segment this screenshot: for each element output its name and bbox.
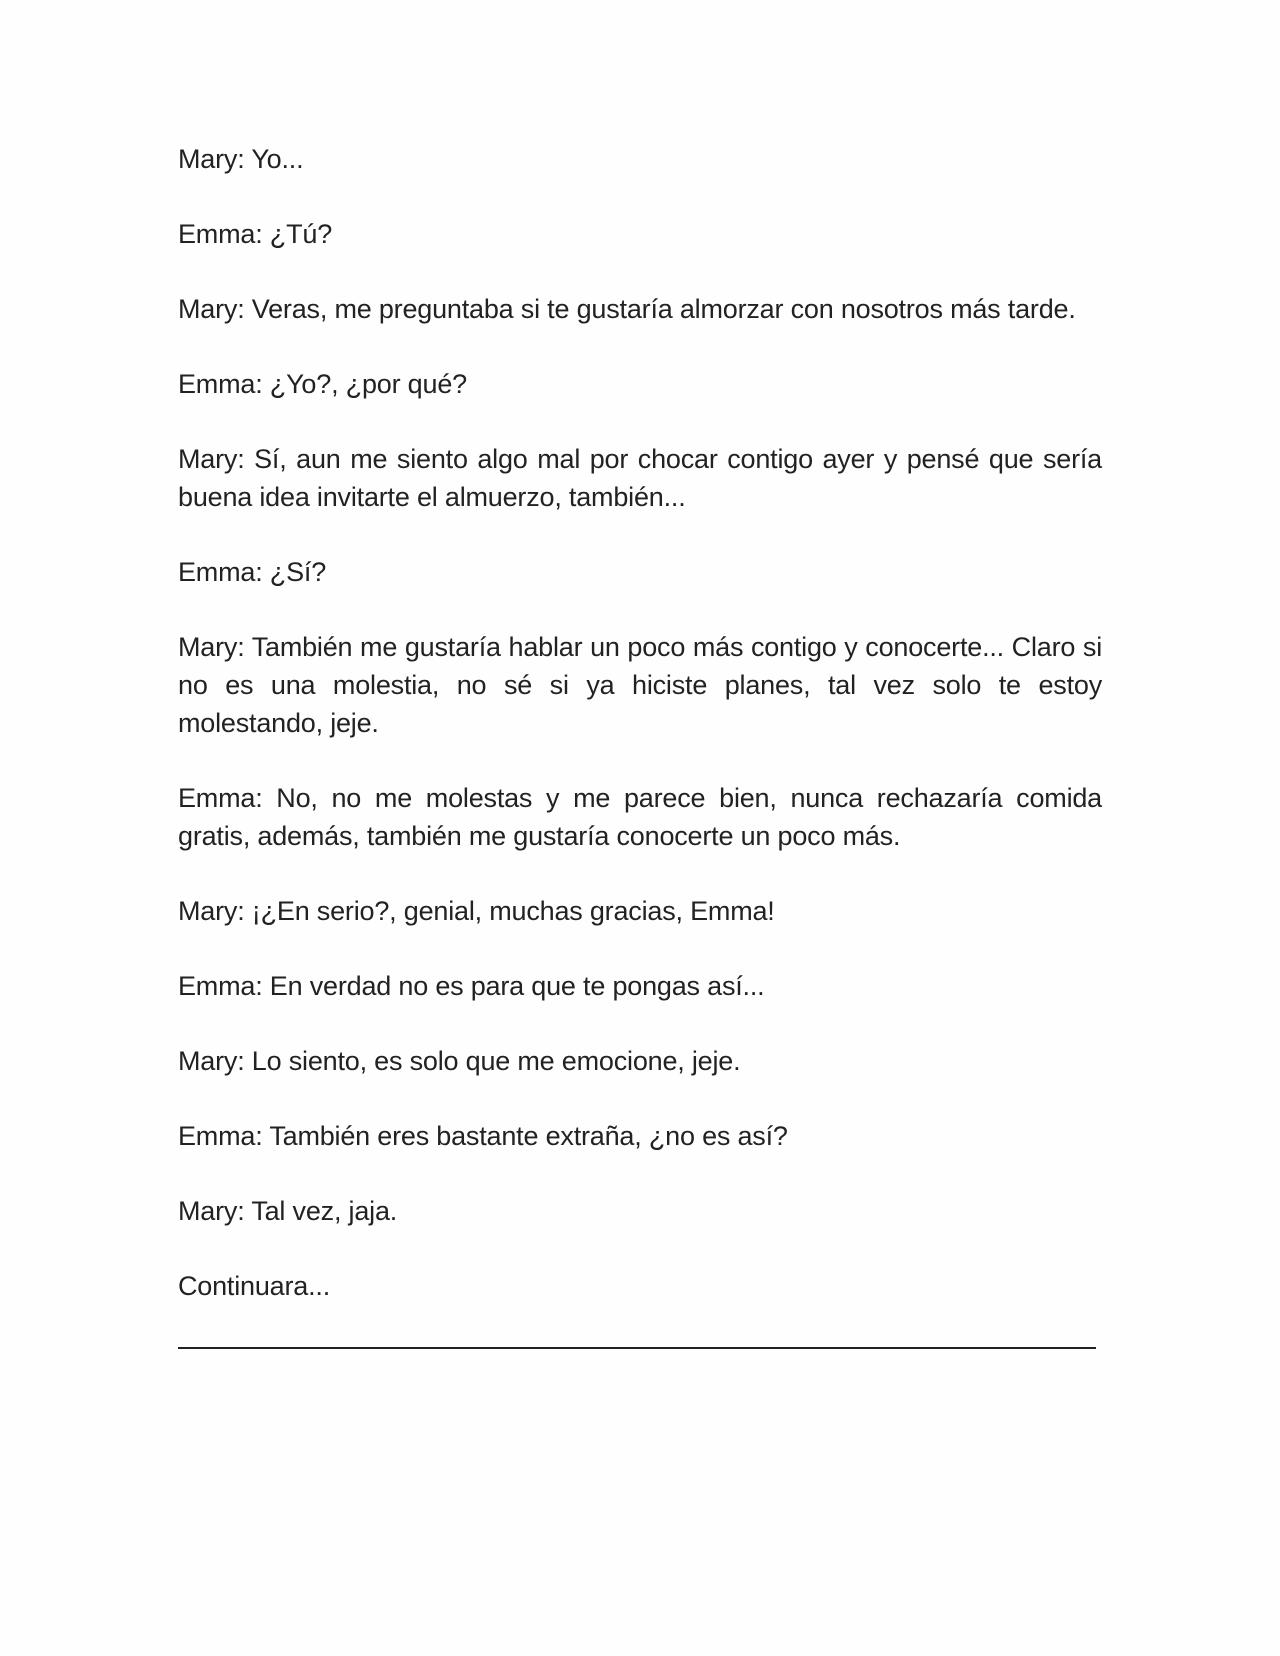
document-body [178,140,1102,1349]
continuation-text: Continuara... [178,1271,330,1301]
dialogue-line: Emma: En verdad no es para que te pongas así... [178,971,765,1001]
dialogue-line: Emma: ¿Yo?, ¿por qué? [178,369,467,399]
dialogue-line: Emma: ¿Tú? [178,219,333,249]
dialogue-line: Emma: También eres bastante extraña, ¿no es así? [178,1121,788,1151]
separator-line [178,1347,1096,1349]
dialogue-line: Emma: ¿Sí? [178,557,327,587]
dialogue-line: Mary: Sí, aun me siento algo mal por chocar contigo ayer y pensé que sería buena idea invitarte el almuerzo, también... [178,444,1102,512]
dialogue-line: Emma: No, no me molestas y me parece bien, nunca rechazaría comida gratis, además, también me gustaría conocerte un poco más. [178,783,1102,851]
dialogue-line: Mary: ¡¿En serio?, genial, muchas gracias, Emma! [178,896,775,926]
dialogue-line: Mary: Yo... [178,144,304,174]
dialogue-line: Mary: Veras, me preguntaba si te gustaría almorzar con nosotros más tarde. [178,294,1076,324]
dialogue-line: Mary: Lo siento, es solo que me emocione, jeje. [178,1046,741,1076]
dialogue-line: Mary: Tal vez, jaja. [178,1196,398,1226]
dialogue-line: Mary: También me gustaría hablar un poco más contigo y conocerte... Claro si no es una molestia, no sé si ya hiciste planes, tal vez solo te estoy molestando, jeje. [178,632,1102,738]
